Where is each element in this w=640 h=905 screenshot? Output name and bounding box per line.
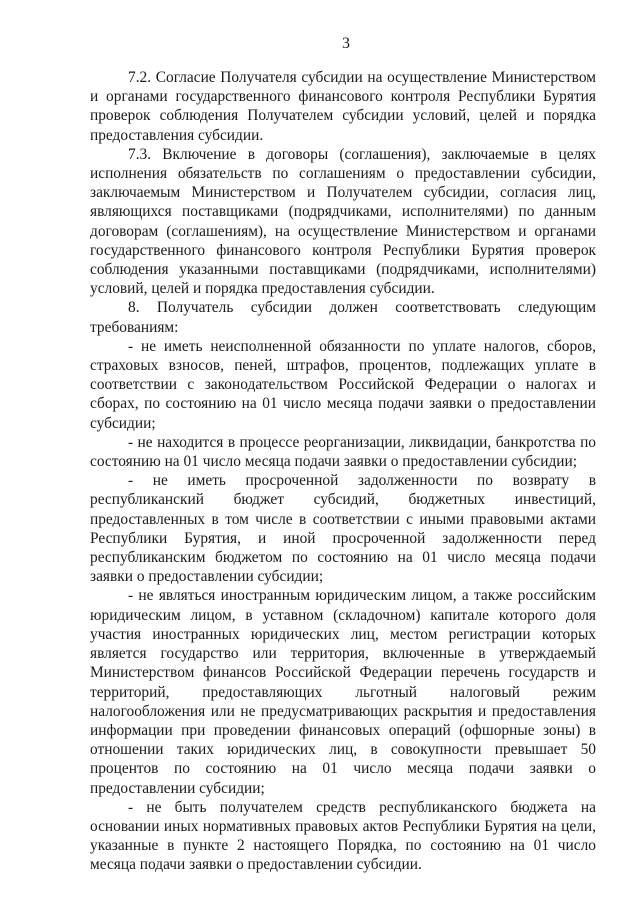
document-body	[90, 68, 596, 875]
page-number: 3	[342, 35, 350, 52]
requirement-no-tax-debt: - не иметь неисполненной обязанности по уплате налогов, сборов, страховых взносов, пеней, штрафов, процентов, подлежащих уплате в соответствии с законодательством Российской Федерации о налогах и сборах, по состоянию на 01 число месяца подачи заявки о предоставлении субсидии;	[90, 337, 596, 432]
requirement-no-other-funds: - не быть получателем средств республиканского бюджета на основании иных нормативных правовых актов Республики Бурятия на цели, указанные в пункте 2 настоящего Порядка, по состоянию на 01 число месяца подачи заявки о предоставлении субсидии.	[90, 798, 596, 874]
paragraph-7-3: 7.3. Включение в договоры (соглашения), заключаемые в целях исполнения обязательств по соглашениям о предоставлении субсидии, заключаемым Министерством и Получателем субсидии, согласия лиц, являющихся поставщиками (подрядчиками, исполнителями) по данным договорам (соглашениям), на осуществление Министерством и органами государственного финансового контроля Республики Бурятия проверок соблюдения указанными поставщиками (подрядчиками, исполнителями) условий, целей и порядка предоставления субсидии.	[90, 145, 596, 298]
paragraph-7-2: 7.2. Согласие Получателя субсидии на осуществление Министерством и органами государственного финансового контроля Республики Бурятия проверок соблюдения Получателем субсидии условий, целей и порядка предоставления субсидии.	[90, 69, 596, 144]
paragraph-8: 8. Получатель субсидии должен соответствовать следующим требованиям:	[90, 299, 596, 336]
requirement-no-overdue-debt: - не иметь просроченной задолженности по возврату в республиканский бюджет субсидий, бюджетных инвестиций, предоставленных в том числе в соответствии с иными правовыми актами Республики Бурятия, и иной просроченной задолженности перед республиканским бюджетом по состоянию на 01 число месяца подачи заявки о предоставлении субсидии;	[90, 472, 596, 586]
requirement-no-reorganization: - не находится в процессе реорганизации, ликвидации, банкротства по состоянию на 01 число месяца подачи заявки о предоставлении субсидии;	[90, 433, 596, 471]
requirement-not-foreign-entity: - не являться иностранным юридическим лицом, а также российским юридическим лицом, в уставном (складочном) капитале которого доля участия иностранных юридических лиц, местом регистрации которых является государство или территория, включенные в утверждаемый Министерством финансов Российской Федерации перечень государств и территорий, предоставляющих льготный налоговый режим налогообложения или не предусматривающих раскрытия и предоставления информации при проведении финансовых операций (офшорные зоны) в отношении таких юридических лиц, в совокупности превышает 50 процентов по состоянию на 01 число месяца подачи заявки о предоставлении субсидии;	[90, 587, 596, 797]
